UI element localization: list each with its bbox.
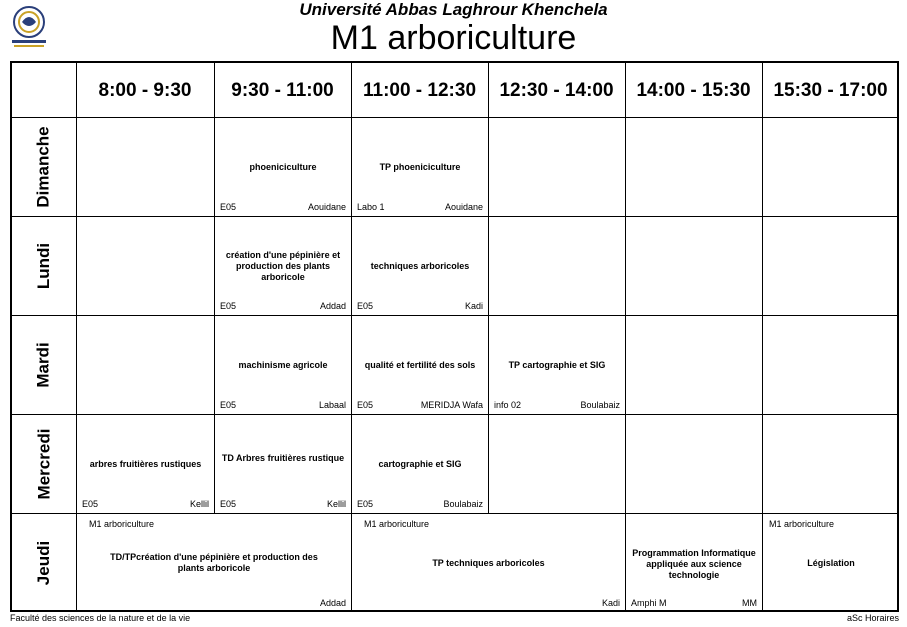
- session-subject: TD Arbres fruitières rustique: [221, 453, 345, 463]
- time-slot-header: 9:30 - 11:00: [231, 79, 334, 101]
- session-teacher: Kellil: [189, 499, 209, 509]
- session-teacher: Boulabaiz: [580, 400, 620, 410]
- session-subject: qualité et fertilité des sols: [364, 360, 476, 370]
- session-teacher: Addad: [319, 598, 346, 608]
- session-cell[interactable]: [77, 415, 214, 513]
- session-group: M1 arboriculture: [89, 519, 155, 529]
- session-room: E05: [357, 499, 374, 509]
- session-subject: TP cartographie et SIG: [508, 360, 606, 370]
- session-cell[interactable]: [352, 316, 488, 414]
- day-label: Dimanche: [34, 125, 53, 208]
- day-label: Lundi: [33, 242, 53, 289]
- session-teacher: Kadi: [464, 301, 483, 311]
- session-cell[interactable]: [626, 514, 762, 612]
- session-teacher: Aouidane: [444, 202, 483, 212]
- session-teacher: Labaal: [318, 400, 346, 410]
- session-room: Labo 1: [357, 202, 385, 212]
- session-room: E05: [357, 301, 374, 311]
- session-subject: création d'une pépinière et production des plants arboricole: [225, 250, 341, 282]
- session-subject: TP phoeniciculture: [379, 162, 461, 172]
- session-cell[interactable]: [215, 118, 351, 216]
- session-cell[interactable]: [763, 514, 899, 612]
- session-cell[interactable]: [215, 217, 351, 315]
- session-group: M1 arboriculture: [364, 519, 430, 529]
- session-room: info 02: [494, 400, 522, 410]
- session-cell[interactable]: [352, 415, 488, 513]
- session-cell[interactable]: [215, 415, 351, 513]
- session-cell[interactable]: [352, 118, 488, 216]
- session-group: M1 arboriculture: [769, 519, 835, 529]
- session-room: E05: [220, 400, 237, 410]
- session-teacher: MERIDJA Wafa: [420, 400, 483, 410]
- day-label: Jeudi: [34, 540, 53, 585]
- session-teacher: MM: [742, 598, 757, 608]
- session-cell[interactable]: [489, 316, 625, 414]
- page-title: M1 arboriculture: [330, 19, 577, 57]
- day-label: Mardi: [34, 341, 53, 388]
- session-subject: Programmation Informatique appliquée aux science technologie: [632, 548, 756, 580]
- session-cell[interactable]: [352, 217, 488, 315]
- session-subject: phoeniciculture: [249, 162, 317, 172]
- session-cell[interactable]: [215, 316, 351, 414]
- session-teacher: Boulabaiz: [443, 499, 483, 509]
- session-room: E05: [220, 202, 237, 212]
- day-label: Mercredi: [34, 428, 53, 499]
- session-room: E05: [220, 301, 237, 311]
- time-slot-header: 15:30 - 17:00: [773, 79, 888, 101]
- session-room: Amphi M: [631, 598, 667, 608]
- time-slot-header: 8:00 - 9:30: [98, 79, 192, 101]
- time-slot-header: 12:30 - 14:00: [499, 79, 614, 101]
- university-name: Université Abbas Laghrour Khenchela: [299, 0, 608, 19]
- footer-software: aSc Horaires: [846, 613, 899, 623]
- session-teacher: Kellil: [326, 499, 346, 509]
- session-teacher: Kadi: [601, 598, 620, 608]
- session-cell[interactable]: [77, 514, 351, 612]
- session-subject: techniques arboricoles: [370, 261, 470, 271]
- timetable-grid: [10, 61, 899, 612]
- session-subject: machinisme agricole: [238, 360, 328, 370]
- session-teacher: Aouidane: [307, 202, 346, 212]
- session-subject: Législation: [807, 558, 855, 568]
- session-teacher: Addad: [319, 301, 346, 311]
- session-room: E05: [357, 400, 374, 410]
- session-room: E05: [82, 499, 99, 509]
- session-room: E05: [220, 499, 237, 509]
- session-cell[interactable]: [352, 514, 625, 612]
- time-slot-header: 14:00 - 15:30: [636, 79, 751, 101]
- session-subject: arbres fruitières rustiques: [89, 459, 202, 469]
- time-slot-header: 11:00 - 12:30: [362, 79, 477, 101]
- footer-faculty: Faculté des sciences de la nature et de la vie: [10, 613, 191, 623]
- session-subject: TD/TPcréation d'une pépinière et production des plants arboricole: [110, 552, 318, 573]
- session-subject: cartographie et SIG: [378, 459, 462, 469]
- session-subject: TP techniques arboricoles: [432, 558, 545, 568]
